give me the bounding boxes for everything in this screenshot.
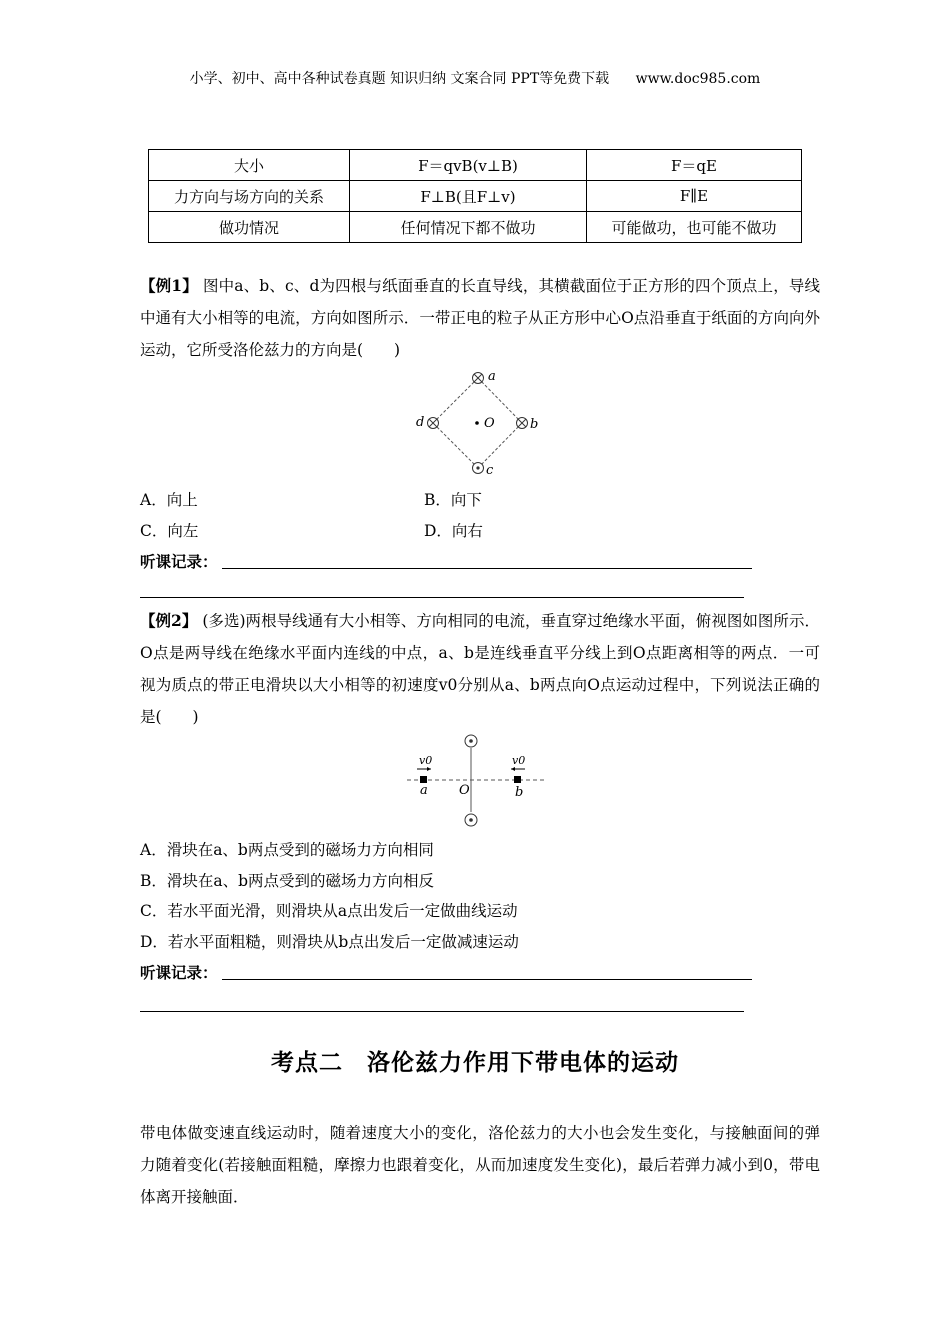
label-b: b — [530, 417, 539, 432]
example1-option-d: D．向右 — [424, 522, 483, 540]
table-cell: 大小 — [149, 150, 350, 181]
header-site: www.doc985.com — [635, 71, 761, 87]
table-row — [149, 150, 802, 181]
v0-label-b: v0 — [512, 754, 526, 767]
table-cell: F∥E — [587, 181, 802, 212]
slider-a — [420, 776, 427, 783]
label-d: d — [416, 415, 425, 430]
header-text: 小学、初中、高中各种试卷真题 知识归纳 文案合同 PPT等免费下载 — [189, 71, 610, 87]
example2-notes-label: 听课记录： — [140, 963, 218, 982]
example2-option-c: C．若水平面光滑，则滑块从a点出发后一定做曲线运动 — [140, 902, 518, 920]
example1-notes-label: 听课记录： — [140, 552, 218, 571]
table-row — [149, 212, 802, 243]
example2-option-a: A．滑块在a、b两点受到的磁场力方向相同 — [140, 841, 434, 859]
label-o: O — [459, 783, 470, 798]
label-a: a — [488, 369, 496, 384]
example2-question — [140, 605, 820, 733]
notes-line — [222, 568, 752, 569]
example2-figure — [405, 730, 550, 830]
example2-tag: 【例2】 — [140, 611, 198, 630]
table-cell: F＝qE — [587, 150, 802, 181]
wire-a-cross-icon — [473, 373, 484, 384]
section-body: 带电体做变速直线运动时，随着速度大小的变化，洛伦兹力的大小也会发生变化，与接触面间的弹力随着变化(若接触面粗糙，摩擦力也跟着变化，从而加速度发生变化)，最后若弹力减小到0，带电体离开接触面． — [140, 1124, 820, 1206]
wire-d-cross-icon — [428, 418, 439, 429]
page-header — [0, 68, 950, 88]
section-title: 考点二 洛伦兹力作用下带电体的运动 — [271, 1049, 679, 1076]
slider-b — [514, 776, 521, 783]
example1-question — [140, 270, 820, 366]
example2-text: (多选)两根导线通有大小相等、方向相同的电流，垂直穿过绝缘水平面，俯视图如图所示．O点是两导线在绝缘水平面内连线的中点，a、b是连线垂直平分线上到O点距离相等的两点．一可视为质点的带正电滑块以大小相等的初速度v0分别从a、b两点向O点运动过程中，下列说法正确的是( ) — [140, 612, 820, 726]
table-cell: 力方向与场方向的关系 — [149, 181, 350, 212]
example1-option-b: B．向下 — [424, 491, 482, 509]
example2-option-b: B．滑块在a、b两点受到的磁场力方向相反 — [140, 872, 435, 890]
example1-figure — [408, 362, 548, 480]
example2-option-d: D．若水平面粗糙，则滑块从b点出发后一定做减速运动 — [140, 933, 519, 951]
label-c: c — [486, 463, 494, 478]
wire-b-cross-icon — [517, 418, 528, 429]
comparison-table — [148, 149, 802, 243]
label-a: a — [420, 783, 428, 798]
table-cell: 做功情况 — [149, 212, 350, 243]
label-b: b — [515, 785, 524, 800]
table-cell: 任何情况下都不做功 — [350, 212, 587, 243]
notes-line — [140, 597, 744, 598]
table-row — [149, 181, 802, 212]
wire-c-dot-icon — [473, 463, 484, 474]
wire-bottom-dot-icon — [465, 814, 477, 826]
notes-line — [140, 1011, 744, 1012]
wire-top-dot-icon — [465, 735, 477, 747]
table-cell: F⊥B(且F⊥v) — [350, 181, 587, 212]
table-cell: 可能做功，也可能不做功 — [587, 212, 802, 243]
center-point-icon — [475, 421, 479, 425]
example1-tag: 【例1】 — [140, 276, 198, 295]
label-o: O — [484, 416, 495, 431]
example1-option-a: A．向上 — [140, 491, 198, 509]
v0-label-a: v0 — [419, 754, 433, 767]
table-cell: F＝qvB(v⊥B) — [350, 150, 587, 181]
example1-text: 图中a、b、c、d为四根与纸面垂直的长直导线，其横截面位于正方形的四个顶点上，导线中通有大小相等的电流，方向如图所示．一带正电的粒子从正方形中心O点沿垂直于纸面的方向向外运动，它所受洛伦兹力的方向是( ) — [140, 277, 820, 359]
notes-line — [222, 979, 752, 980]
example1-option-c: C．向左 — [140, 522, 199, 540]
